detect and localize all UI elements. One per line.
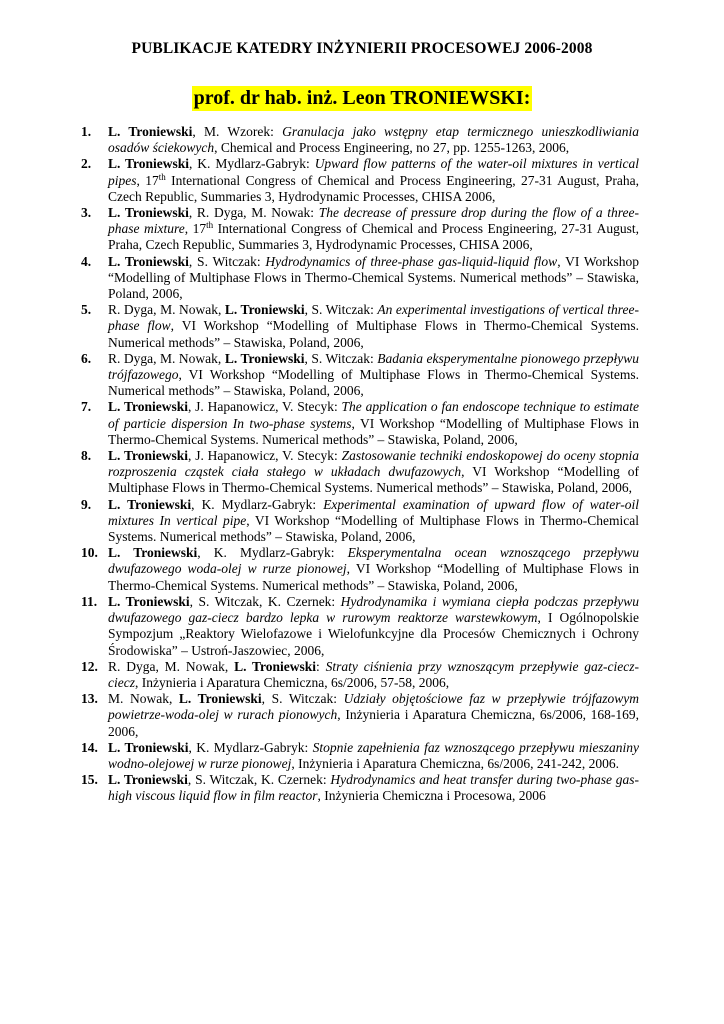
publication-title: Hydrodynamics and heat transfer during two-phase gas-high viscous liquid flow in film reactor — [108, 772, 639, 804]
publication-title: The application o fan endoscope technique to estimate of particie dispersion In two-phase systems — [108, 399, 639, 431]
item-number: 15. — [81, 772, 98, 788]
citation-text: , VI Workshop “Modelling of Multiphase Flows in Thermo-Chemical Systems. Numerical methods” – Stawiska, Poland, 2006, — [108, 561, 639, 593]
citation-text: , S. Witczak: — [304, 350, 378, 366]
citation-text: , 17 — [136, 172, 159, 188]
item-number: 13. — [81, 691, 98, 707]
list-item — [81, 351, 639, 400]
item-number: 10. — [81, 545, 98, 561]
citation-text: , J. Hapanowicz, V. Stecyk: — [187, 448, 342, 464]
citation-text: , R. Dyga, M. Nowak: — [188, 205, 319, 221]
publication-title: Hydrodynamika i wymiana ciepła podczas przepływu dwufazowego gaz-ciecz bardzo lepka w rurowym reaktorze warstewkowym — [108, 593, 639, 626]
citation-text: , K. Mydlarz-Gabryk: — [197, 545, 348, 561]
publication-title: Udziały objętościowe faz w przepływie trójfazowym powietrze-woda-olej w rurach pionowych — [108, 691, 639, 723]
citation-text: , M. Wzorek: — [192, 124, 283, 139]
citation-text: , 17 — [184, 221, 207, 237]
citation-text: , Inżynieria i Aparatura Chemiczna, 6s/2006, 57-58, 2006, — [134, 674, 450, 690]
citation-text: , I Ogólnopolskie Sympozjum „Reaktory Wielofazowe i Wielofunkcyjne dla Procesów Chemicznych i Ochrony Środowiska” – Ustroń-Jaszowiec, 2006, — [108, 610, 639, 658]
author-name: L. Troniewski — [108, 124, 193, 139]
citation-text: International Congress of Chemical and Process Engineering, 27-31 August, Praha, Czech Republic, Summaries 3, Hydrodynamic Processes, CHISA 2006, — [108, 172, 640, 204]
publication-title: Zastosowanie techniki endoskopowej do oceny stopnia rozproszenia cząstek ciała stałego w układach dwufazowych — [108, 448, 639, 480]
list-item — [81, 205, 639, 254]
publication-list — [81, 124, 639, 805]
item-number: 9. — [81, 496, 92, 512]
author-name: L. Troniewski — [108, 496, 192, 512]
superscript: th — [206, 220, 214, 231]
list-item — [81, 124, 639, 156]
author-name: L. Troniewski — [108, 399, 188, 415]
item-number: 2. — [81, 156, 92, 172]
author-name: L. Troniewski — [108, 448, 188, 464]
citation-text: , Inżynieria i Aparatura Chemiczna, 6s/2006, 168-169, 2006, — [108, 707, 639, 739]
list-item — [81, 545, 639, 594]
publication-title: Stopnie zapełnienia faz wznoszącego przepływu mieszaniny wodno-olejowej w rurze pionowej — [108, 739, 639, 771]
author-name: L. Troniewski — [224, 350, 305, 366]
list-item — [81, 740, 639, 772]
citation-text: , VI Workshop “Modelling of Multiphase Flows in Thermo-Chemical Systems. Numerical methods” – Stawiska, Poland, 2006, — [108, 318, 639, 350]
citation-text: , K. Mydlarz-Gabryk: — [188, 739, 313, 755]
publication-title: Badania eksperymentalne pionowego przepływu trójfazowego — [108, 350, 639, 383]
author-name: L. Troniewski — [108, 593, 190, 609]
author-name: L. Troniewski — [108, 545, 198, 561]
item-number: 8. — [81, 448, 92, 464]
citation-text: , VI Workshop “Modelling of Multiphase Flows in Thermo-Chemical Systems. Numerical methods” – Stawiska, Poland, 2006, — [108, 512, 639, 545]
item-number: 5. — [81, 302, 92, 318]
citation-text: M. Nowak, — [108, 691, 179, 707]
citation-text: R. Dyga, M. Nowak, — [108, 658, 235, 674]
citation-text: R. Dyga, M. Nowak, — [108, 350, 225, 366]
publication-title: Hydrodynamics of three-phase gas-liquid-liquid flow — [265, 253, 558, 269]
item-number: 4. — [81, 253, 92, 269]
list-item — [81, 772, 639, 804]
item-number: 14. — [81, 739, 98, 755]
item-number: 12. — [81, 658, 98, 674]
citation-text: , Inżynieria i Aparatura Chemiczna, 6s/2006, 241-242, 2006. — [291, 755, 620, 771]
publication-title: Experimental examination of upward flow of water-oil mixtures In vertical pipe — [108, 496, 639, 528]
publication-title: Upward flow patterns of the water-oil mixtures in vertical pipes — [108, 156, 639, 188]
author-name: L. Troniewski — [108, 772, 188, 788]
citation-text: , S. Witczak, K. Czernek: — [187, 772, 331, 788]
list-item — [81, 302, 639, 351]
citation-text: , S. Witczak: — [188, 253, 266, 269]
author-name: L. Troniewski — [178, 691, 262, 707]
list-item — [81, 399, 639, 448]
list-item — [81, 497, 639, 546]
citation-text: , VI Workshop “Modelling of Multiphase Flows in Thermo-Chemical Systems. Numerical methods” – Stawiska, Poland, 2006, — [108, 253, 640, 302]
item-number: 7. — [81, 399, 92, 415]
author-heading-wrap — [0, 86, 724, 111]
author-name: L. Troniewski — [108, 739, 189, 755]
list-item — [81, 594, 639, 659]
author-name: L. Troniewski — [108, 205, 189, 221]
citation-text: , VI Workshop “Modelling of Multiphase Flows in Thermo-Chemical Systems. Numerical methods” – Stawiska, Poland, 2006, — [108, 415, 639, 447]
item-number: 1. — [81, 124, 92, 139]
citation-text: , S. Witczak: — [304, 302, 378, 318]
item-number: 11. — [81, 593, 98, 609]
publication-title: Straty ciśnienia przy wznoszącym przepływie gaz-ciecz-ciecz — [108, 658, 639, 690]
citation-text: International Congress of Chemical and Process Engineering, 27-31 August, Praha, Czech Republic, Summaries 3, Hydrodynamic Processes, CHISA 2006, — [108, 221, 640, 253]
author-heading: prof. dr hab. inż. Leon TRONIEWSKI: — [193, 87, 531, 109]
author-name: L. Troniewski — [234, 658, 317, 674]
item-number: 3. — [81, 205, 92, 221]
citation-text: , K. Mydlarz-Gabryk: — [189, 156, 315, 172]
citation-text: , S. Witczak, K. Czernek: — [189, 593, 341, 609]
citation-text: , J. Hapanowicz, V. Stecyk: — [187, 399, 342, 415]
author-name: L. Troniewski — [108, 156, 190, 172]
author-name: L. Troniewski — [224, 302, 305, 318]
list-item — [81, 156, 639, 205]
superscript: th — [158, 171, 166, 182]
citation-text: , S. Witczak: — [261, 691, 344, 707]
page-title: PUBLIKACJE KATEDRY INŻYNIERII PROCESOWEJ 2006-2008 — [131, 40, 593, 57]
list-item — [81, 659, 639, 691]
citation-text: : — [316, 658, 326, 674]
citation-text: , VI Workshop “Modelling of Multiphase Flows in Thermo-Chemical Systems. Numerical methods” – Stawiska, Poland, 2006, — [108, 464, 639, 496]
publication-title: Granulacja jako wstępny etap termicznego unieszkodliwiania osadów ściekowych — [108, 124, 639, 156]
citation-text: , Chemical and Process Engineering, no 27, pp. 1255-1263, 2006, — [214, 140, 570, 156]
author-name: L. Troniewski — [108, 253, 189, 269]
list-item — [81, 254, 639, 303]
item-number: 6. — [81, 350, 92, 366]
publication-title: An experimental investigations of vertical three-phase flow — [108, 302, 639, 334]
list-item — [81, 691, 639, 740]
publication-title: The decrease of pressure drop during the flow of a three-phase mixture — [108, 205, 639, 237]
citation-text: , VI Workshop “Modelling of Multiphase Flows in Thermo-Chemical Systems. Numerical methods” – Stawiska, Poland, 2006, — [108, 367, 639, 399]
citation-text: , K. Mydlarz-Gabryk: — [191, 496, 324, 512]
list-item — [81, 448, 639, 497]
citation-text: , Inżynieria Chemiczna i Procesowa, 2006 — [317, 788, 546, 804]
citation-text: R. Dyga, M. Nowak, — [108, 302, 225, 318]
publication-title: Eksperymentalna ocean wznoszącego przepływu dwufazowego woda-olej w rurze pionowej — [108, 545, 640, 577]
